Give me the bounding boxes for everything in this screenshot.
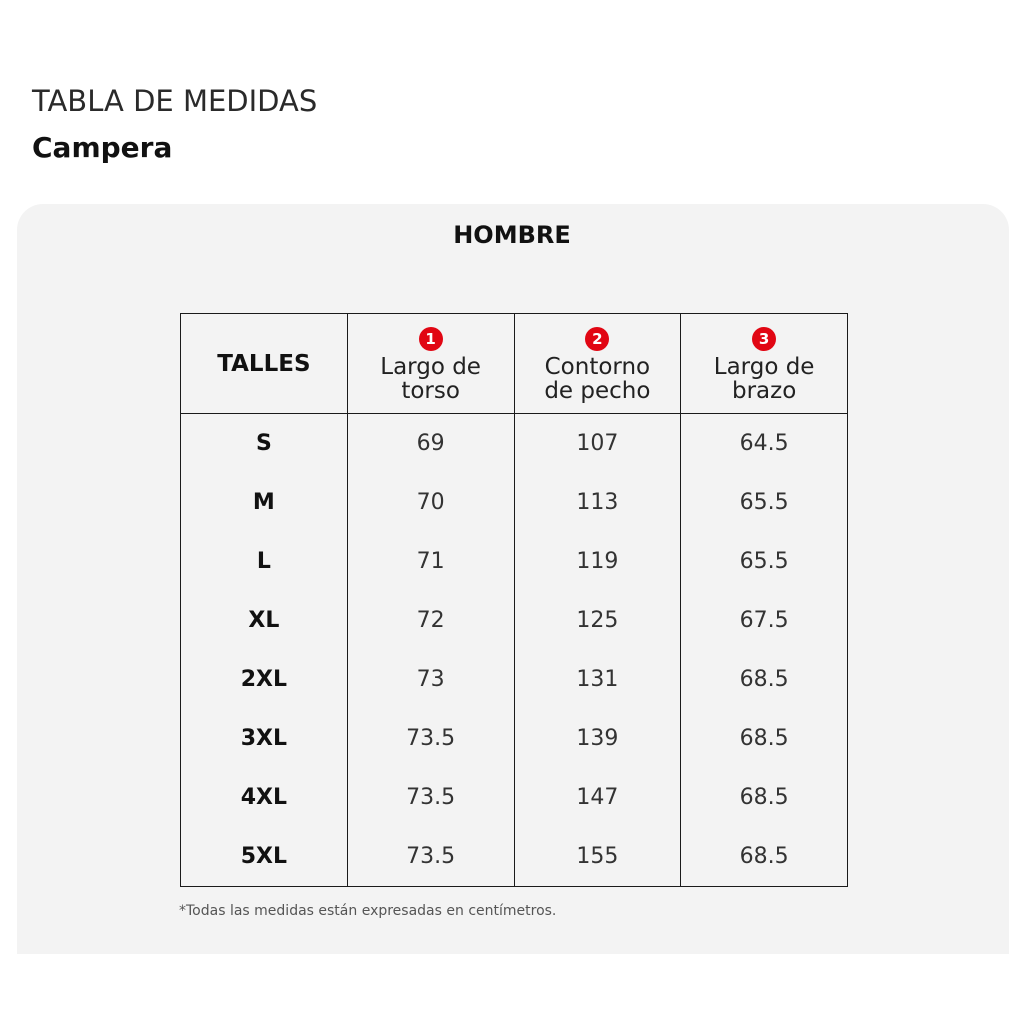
- torso-value: 73.5: [347, 827, 514, 887]
- table-row: [181, 532, 848, 591]
- table-row: [181, 414, 848, 474]
- torso-value: 73.5: [347, 709, 514, 768]
- column-header-sleeve-length: [681, 314, 848, 414]
- torso-value: 69: [347, 414, 514, 474]
- column-label: Largo de torso: [380, 353, 481, 404]
- torso-value: 70: [347, 473, 514, 532]
- table-header-row: [181, 314, 848, 414]
- page-title: TABLA DE MEDIDAS: [32, 84, 318, 118]
- size-cell: 4XL: [181, 768, 348, 827]
- table-row: [181, 650, 848, 709]
- table-row: [181, 827, 848, 887]
- column-header-torso-length: [347, 314, 514, 414]
- size-cell: M: [181, 473, 348, 532]
- chest-value: 119: [514, 532, 681, 591]
- number-badge-3: 3: [752, 327, 776, 351]
- chest-value: 131: [514, 650, 681, 709]
- sleeve-value: 68.5: [681, 709, 848, 768]
- sleeve-value: 64.5: [681, 414, 848, 474]
- sleeve-value: 68.5: [681, 650, 848, 709]
- number-badge-1: 1: [419, 327, 443, 351]
- size-cell: L: [181, 532, 348, 591]
- size-cell: 2XL: [181, 650, 348, 709]
- sleeve-value: 65.5: [681, 473, 848, 532]
- torso-value: 71: [347, 532, 514, 591]
- size-cell: XL: [181, 591, 348, 650]
- sleeve-value: 68.5: [681, 768, 848, 827]
- chest-value: 125: [514, 591, 681, 650]
- number-badge-2: 2: [585, 327, 609, 351]
- size-cell: 5XL: [181, 827, 348, 887]
- chest-value: 139: [514, 709, 681, 768]
- footnote: *Todas las medidas están expresadas en centímetros.: [179, 903, 557, 919]
- chest-value: 113: [514, 473, 681, 532]
- chest-value: 147: [514, 768, 681, 827]
- column-label: Contorno de pecho: [544, 353, 651, 404]
- size-table: [180, 313, 848, 887]
- size-column-header: TALLES: [181, 314, 348, 414]
- column-label: Largo de brazo: [713, 353, 815, 404]
- chest-value: 107: [514, 414, 681, 474]
- size-cell: S: [181, 414, 348, 474]
- table-row: [181, 768, 848, 827]
- size-cell: 3XL: [181, 709, 348, 768]
- sleeve-value: 65.5: [681, 532, 848, 591]
- table-row: [181, 591, 848, 650]
- product-name: Campera: [32, 131, 173, 164]
- torso-value: 73.5: [347, 768, 514, 827]
- table-row: [181, 709, 848, 768]
- sleeve-value: 67.5: [681, 591, 848, 650]
- column-header-chest: [514, 314, 681, 414]
- section-label: HOMBRE: [453, 221, 571, 249]
- chest-value: 155: [514, 827, 681, 887]
- torso-value: 72: [347, 591, 514, 650]
- sleeve-value: 68.5: [681, 827, 848, 887]
- torso-value: 73: [347, 650, 514, 709]
- table-row: [181, 473, 848, 532]
